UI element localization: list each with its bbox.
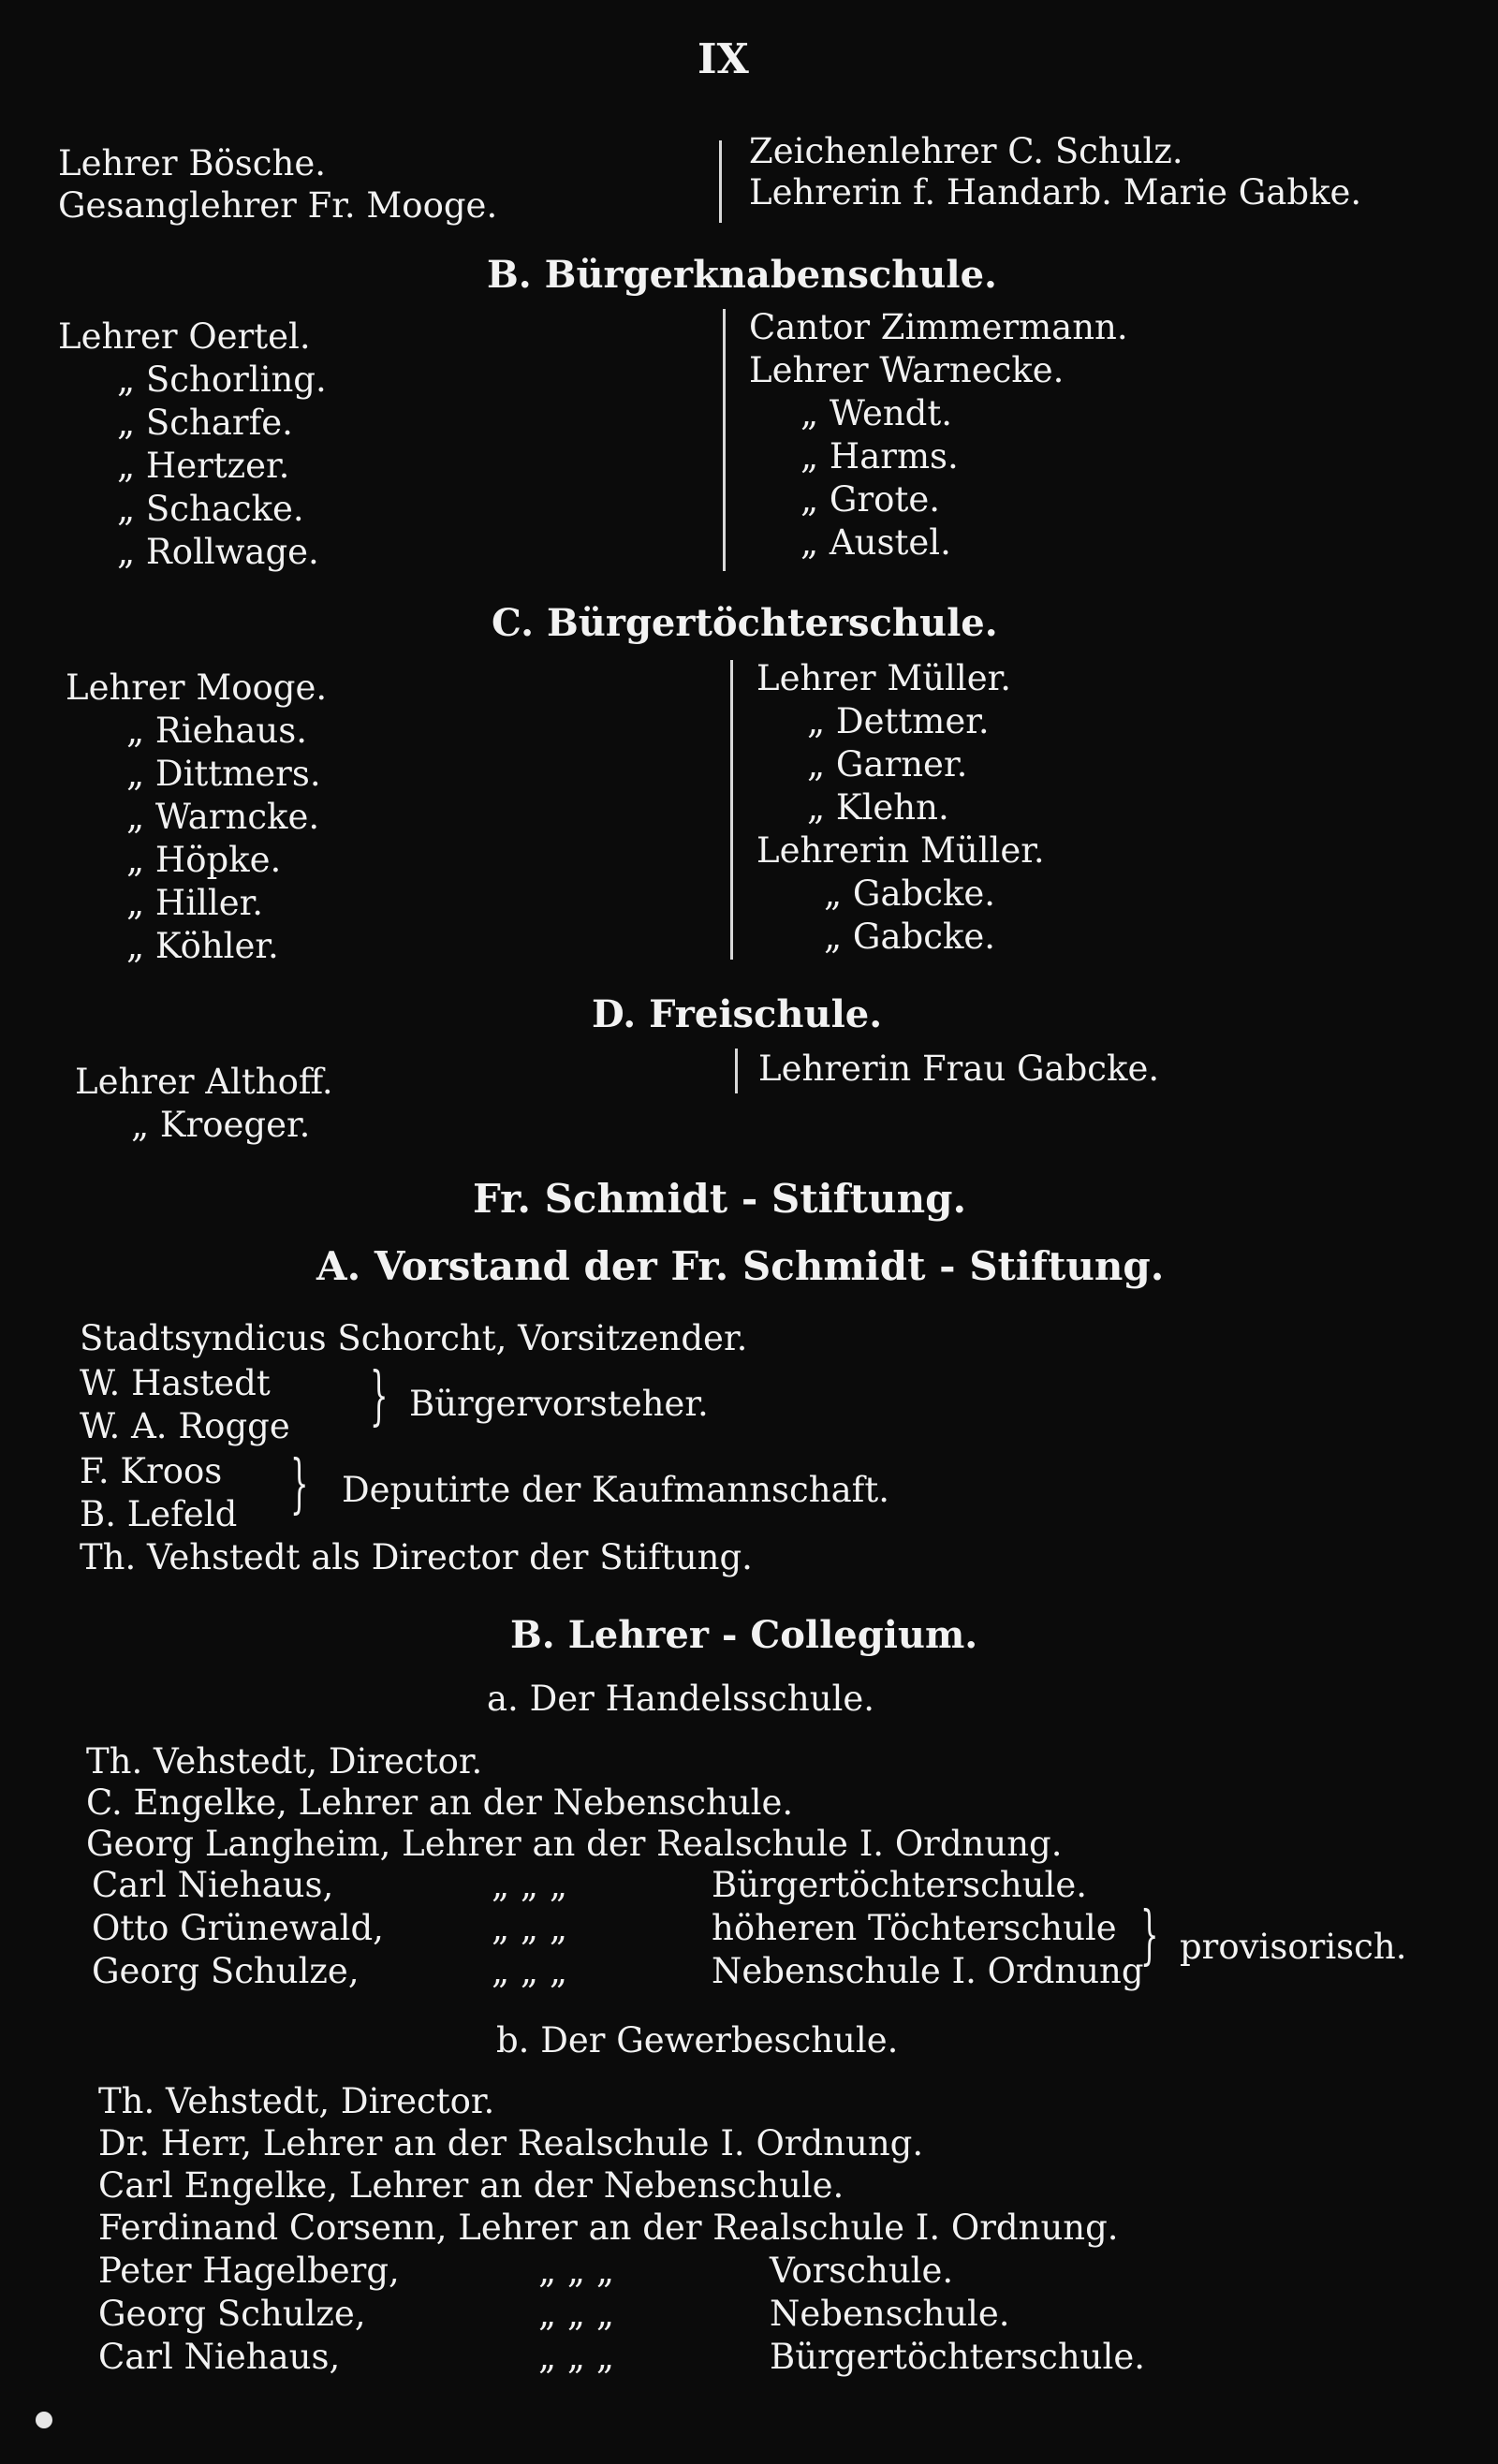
teacher-line: Gesanglehrer Fr. Mooge. (58, 185, 498, 226)
teacher-line: „ Austel. (800, 522, 951, 563)
teacher-line: „ Köhler. (126, 926, 279, 966)
group-role: Deputirte der Kaufmannschaft. (342, 1470, 889, 1510)
group-role: Bürgervorsteher. (409, 1384, 709, 1424)
column-divider (730, 660, 733, 960)
teacher-line: „ Warncke. (126, 797, 320, 837)
staff-line: Carl Engelke, Lehrer an der Nebenschule. (98, 2165, 844, 2206)
board-member: Th. Vehstedt als Director der Stiftung. (80, 1537, 753, 1577)
provisional-note: provisorisch. (1180, 1927, 1407, 1967)
teacher-line: Lehrer Bösche. (58, 143, 326, 183)
ditto-marks: „ „ „ (492, 1865, 568, 1905)
teacher-line: Lehrerin Müller. (756, 830, 1045, 871)
teacher-line: „ Dittmers. (126, 754, 321, 794)
ditto-marks: „ „ „ (538, 2294, 615, 2334)
column-divider (735, 1049, 738, 1093)
section-heading: B. Lehrer - Collegium. (510, 1613, 978, 1657)
brace-bracket: } (290, 1447, 309, 1521)
subsection-heading: b. Der Gewerbeschule. (496, 2020, 899, 2061)
board-member: W. Hastedt (80, 1363, 271, 1403)
teacher-line: „ Garner. (807, 744, 968, 785)
board-member: Stadtsyndicus Schorcht, Vorsitzender. (80, 1318, 748, 1358)
teacher-line: „ Klehn. (807, 787, 949, 828)
staff-line: Ferdinand Corsenn, Lehrer an der Realschule I. Ordnung. (98, 2207, 1119, 2248)
teacher-line: „ Gabcke. (824, 873, 996, 914)
teacher-line: „ Gabcke. (824, 917, 996, 957)
staff-line: C. Engelke, Lehrer an der Nebenschule. (86, 1782, 794, 1823)
teacher-line: „ Höpke. (126, 840, 282, 880)
ditto-marks: „ „ „ (538, 2337, 615, 2377)
teacher-line: „ Schorling. (117, 359, 327, 400)
teacher-line: Lehrer Warnecke. (749, 350, 1065, 390)
teacher-line: Zeichenlehrer C. Schulz. (749, 131, 1183, 171)
teacher-line: Cantor Zimmermann. (749, 307, 1128, 347)
teacher-line: Lehrer Müller. (756, 658, 1011, 698)
school-name: Bürgertöchterschule. (712, 1865, 1087, 1905)
staff-line: Th. Vehstedt, Director. (86, 1741, 483, 1782)
board-member: F. Kroos (80, 1451, 223, 1491)
brace-bracket: } (1140, 1899, 1159, 1973)
staff-name: Peter Hagelberg, (98, 2251, 400, 2291)
teacher-line: Lehrer Oertel. (58, 316, 311, 357)
school-name: Nebenschule. (770, 2294, 1010, 2334)
teacher-line: „ Grote. (800, 479, 940, 520)
teacher-line: „ Harms. (800, 436, 959, 477)
school-name: Bürgertöchterschule. (770, 2337, 1145, 2377)
section-heading: C. Bürgertöchterschule. (492, 601, 998, 645)
staff-line: Th. Vehstedt, Director. (98, 2081, 495, 2121)
section-heading: A. Vorstand der Fr. Schmidt - Stiftung. (316, 1243, 1165, 1289)
page-number: IX (698, 36, 749, 83)
column-divider (719, 140, 722, 223)
teacher-line: „ Riehaus. (126, 711, 307, 751)
teacher-line: „ Hertzer. (117, 446, 290, 486)
staff-name: Georg Schulze, (98, 2294, 366, 2334)
column-divider (723, 309, 726, 571)
teacher-line: „ Wendt. (800, 393, 952, 433)
school-name: Nebenschule I. Ordnung (712, 1951, 1144, 1991)
ditto-marks: „ „ „ (492, 1908, 568, 1948)
teacher-line: „ Hiller. (126, 883, 263, 923)
teacher-line: Lehrer Althoff. (75, 1062, 333, 1102)
section-heading: B. Bürgerknabenschule. (487, 253, 997, 297)
staff-name: Georg Schulze, (92, 1951, 360, 1991)
subsection-heading: a. Der Handelsschule. (487, 1679, 875, 1719)
teacher-line: „ Rollwage. (117, 532, 319, 572)
teacher-line: „ Kroeger. (131, 1105, 311, 1145)
staff-name: Otto Grünewald, (92, 1908, 384, 1948)
staff-line: Dr. Herr, Lehrer an der Realschule I. Ordnung. (98, 2123, 924, 2163)
ditto-marks: „ „ „ (492, 1951, 568, 1991)
teacher-line: Lehrerin Frau Gabcke. (758, 1049, 1160, 1089)
ink-spot (36, 2412, 52, 2428)
school-name: höheren Töchterschule (712, 1908, 1117, 1948)
teacher-line: „ Dettmer. (807, 701, 990, 741)
teacher-line: „ Schacke. (117, 489, 304, 529)
section-heading: D. Freischule. (592, 992, 883, 1036)
teacher-line: Lehrerin f. Handarb. Marie Gabke. (749, 172, 1362, 213)
staff-line: Georg Langheim, Lehrer an der Realschule I. Ordnung. (86, 1824, 1063, 1864)
teacher-line: „ Scharfe. (117, 403, 293, 443)
board-member: B. Lefeld (80, 1494, 238, 1534)
staff-name: Carl Niehaus, (98, 2337, 341, 2377)
foundation-title: Fr. Schmidt - Stiftung. (473, 1176, 967, 1222)
board-member: W. A. Rogge (80, 1406, 290, 1446)
staff-name: Carl Niehaus, (92, 1865, 334, 1905)
brace-bracket: } (370, 1359, 389, 1433)
teacher-line: Lehrer Mooge. (66, 667, 328, 708)
ditto-marks: „ „ „ (538, 2251, 615, 2291)
school-name: Vorschule. (770, 2251, 954, 2291)
